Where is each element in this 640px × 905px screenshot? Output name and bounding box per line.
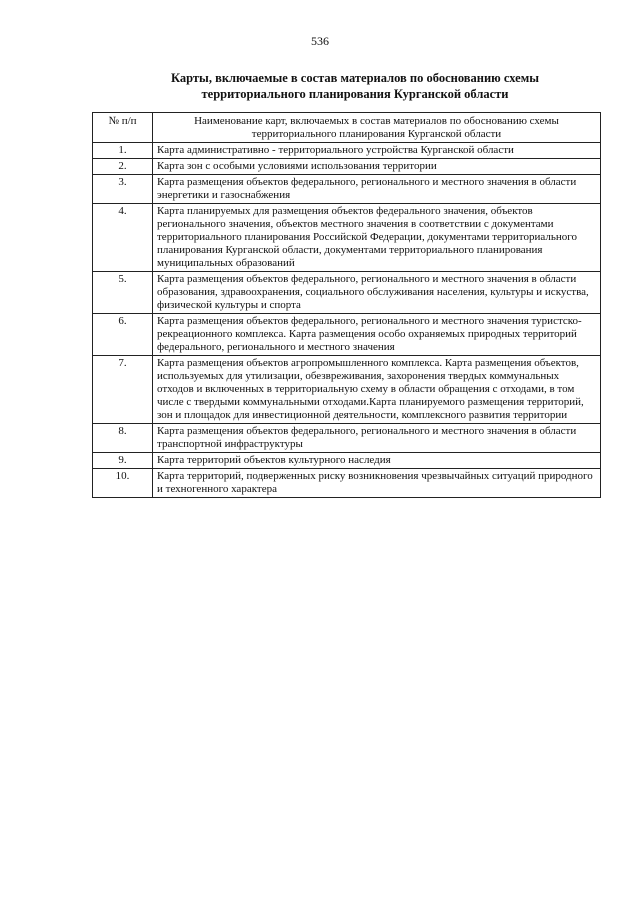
row-map-name: Карта территорий, подверженных риску возникновения чрезвычайных ситуаций природного и техногенного характера (153, 469, 601, 498)
table-header-row (93, 113, 601, 143)
table-row (93, 453, 601, 469)
row-number: 3. (93, 175, 153, 204)
row-number: 9. (93, 453, 153, 469)
table-row (93, 143, 601, 159)
row-map-name: Карта размещения объектов федерального, регионального и местного значения туристско-рекреационного комплекса. Карта размещения особо охраняемых природных территорий федерального, регионального и местного значения (153, 314, 601, 356)
document-title-line-1: Карты, включаемые в состав материалов по обоснованию схемы (170, 71, 540, 85)
row-map-name: Карта размещения объектов федерального, регионального и местного значения в области образования, здравоохранения, социального обслуживания населения, культуры и искуства, физической культуры и спорта (153, 272, 601, 314)
maps-table (92, 112, 601, 498)
page-number: 536 (311, 34, 329, 48)
row-map-name: Карта зон с особыми условиями использования территории (153, 159, 601, 175)
table-row (93, 356, 601, 424)
table-row (93, 469, 601, 498)
document-title-line-2: территориального планирования Курганской области (201, 87, 509, 101)
row-map-name: Карта административно - территориального устройства Курганской области (153, 143, 601, 159)
row-number: 4. (93, 204, 153, 272)
table-row (93, 314, 601, 356)
table-row (93, 204, 601, 272)
row-map-name: Карта размещения объектов федерального, регионального и местного значения в области энергетики и газоснабжения (153, 175, 601, 204)
row-number: 6. (93, 314, 153, 356)
document-title (120, 70, 590, 102)
table-row (93, 159, 601, 175)
table-row (93, 175, 601, 204)
row-number: 2. (93, 159, 153, 175)
row-number: 7. (93, 356, 153, 424)
header-map-name: Наименование карт, включаемых в состав материалов по обоснованию схемы территориального планирования Курганской области (153, 113, 601, 143)
table-row (93, 272, 601, 314)
row-number: 8. (93, 424, 153, 453)
row-map-name: Карта размещения объектов агропромышленного комплекса. Карта размещения объектов, используемых для утилизации, обезвреживания, захоронения твердых коммунальных отходов и включенных в территориальную схему в области обращения с отходами, в том числе с твердыми коммунальными отходами.Карта планируемого размещения территорий, зон и площадок для инвестиционной деятельности, комплексного развития территории (153, 356, 601, 424)
row-number: 1. (93, 143, 153, 159)
row-map-name: Карта размещения объектов федерального, регионального и местного значения в области транспортной инфраструктуры (153, 424, 601, 453)
header-number: № п/п (93, 113, 153, 143)
table-row (93, 424, 601, 453)
row-map-name: Карта планируемых для размещения объектов федерального значения, объектов регионального значения, объектов местного значения в соответствии с документами территориального планирования Российской Федерации, документами территориального планирования Курганской области, документами территориального планирования муниципальных образований (153, 204, 601, 272)
row-map-name: Карта территорий объектов культурного наследия (153, 453, 601, 469)
row-number: 5. (93, 272, 153, 314)
row-number: 10. (93, 469, 153, 498)
